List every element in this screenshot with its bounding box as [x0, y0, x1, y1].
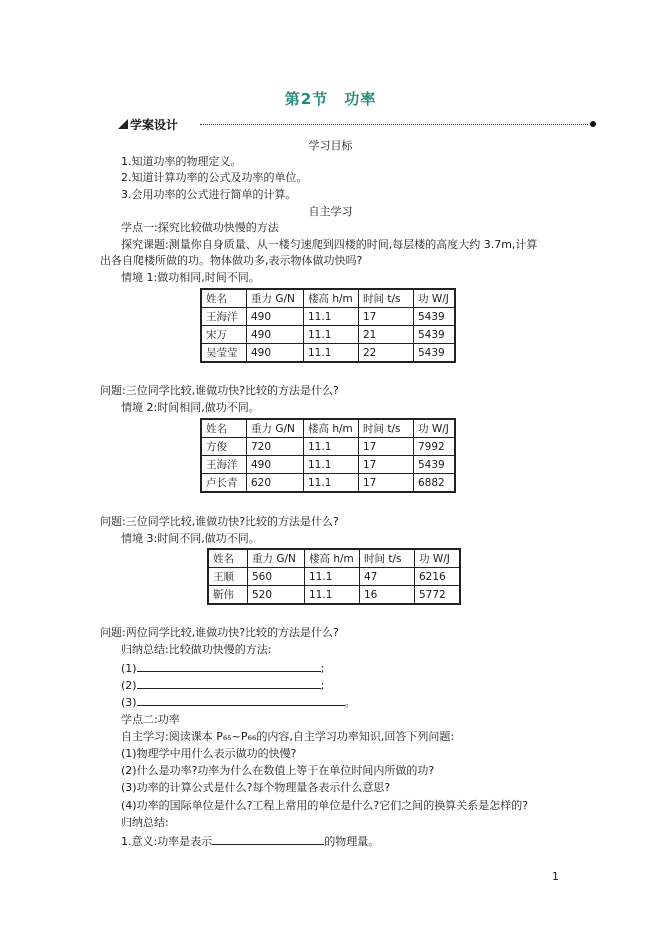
scene3-label: 情境 3:时间不同,做功不同。	[121, 532, 260, 545]
answer-blank[interactable]	[137, 694, 345, 706]
blank-line-3	[121, 694, 356, 710]
cell: 11.1	[304, 308, 359, 326]
section-banner	[118, 116, 596, 132]
point2-heading: 学点二:功率	[121, 713, 180, 726]
cell: 22	[359, 344, 414, 363]
table-header-row	[201, 289, 455, 308]
cell: 720	[247, 438, 304, 456]
cell: 方俊	[201, 438, 247, 456]
blank-end: 。	[344, 696, 356, 709]
cell: 王海洋	[201, 456, 247, 474]
cell: 5772	[415, 586, 461, 605]
self-study-instruction: 自主学习:阅读课本 P₆₅~P₆₆的内容,自主学习功率知识,回答下列问题:	[121, 730, 455, 743]
summary2-label: 归纳总结:	[121, 816, 169, 829]
meaning-line	[121, 833, 379, 849]
cell: 560	[248, 568, 305, 586]
question2: 问题:三位同学比较,谁做功快?比较的方法是什么?	[100, 515, 339, 528]
cell: 11.1	[304, 456, 359, 474]
table-scene2	[200, 418, 456, 493]
cell: 靳伟	[208, 586, 248, 605]
cell: 11.1	[304, 326, 359, 344]
summary-intro: 归纳总结:比较做功快慢的方法:	[121, 643, 272, 656]
cell: 5439	[414, 326, 456, 344]
blank-end: ;	[320, 679, 325, 692]
cell: 16	[360, 586, 415, 605]
table-row	[201, 326, 455, 344]
scene2-label: 情境 2:时间相同,做功不同。	[121, 401, 260, 414]
col-header: 功 W/J	[414, 419, 456, 438]
col-header: 楼高 h/m	[304, 419, 359, 438]
page-title: 第2节 功率	[284, 90, 377, 108]
banner-dotted-line	[200, 124, 588, 125]
cell: 17	[359, 308, 414, 326]
question3: 问题:两位同学比较,谁做功快?比较的方法是什么?	[100, 626, 339, 639]
question-item: (4)功率的国际单位是什么?工程上常用的单位是什么?它们之间的换算关系是怎样的?	[121, 799, 529, 812]
col-header: 时间 t/s	[359, 419, 414, 438]
answer-blank[interactable]	[137, 660, 321, 672]
cell: 11.1	[304, 438, 359, 456]
cell: 490	[247, 326, 304, 344]
answer-blank[interactable]	[137, 677, 321, 689]
meaning-suffix: 的物理量。	[324, 835, 380, 848]
self-study-heading: 自主学习	[308, 205, 353, 218]
col-header: 功 W/J	[415, 549, 461, 568]
banner-label: 学案设计	[130, 118, 179, 132]
table-scene3	[207, 548, 461, 605]
cell: 5439	[414, 308, 456, 326]
goal-item: 1.知道功率的物理定义。	[121, 155, 242, 168]
banner-triangle-icon	[118, 119, 128, 129]
cell: 王海洋	[201, 308, 247, 326]
blank-line-2	[121, 677, 324, 693]
col-header: 楼高 h/m	[304, 289, 359, 308]
cell: 11.1	[304, 474, 359, 493]
col-header: 楼高 h/m	[305, 549, 360, 568]
cell: 吴莹莹	[201, 344, 247, 363]
cell: 520	[248, 586, 305, 605]
cell: 620	[247, 474, 304, 493]
blank-number: (3)	[121, 696, 137, 709]
cell: 7992	[414, 438, 456, 456]
point1-heading: 学点一:探究比较做功快慢的方法	[121, 221, 279, 234]
cell: 490	[247, 456, 304, 474]
cell: 王顺	[208, 568, 248, 586]
cell: 5439	[414, 456, 456, 474]
cell: 490	[247, 344, 304, 363]
blank-end: ;	[320, 662, 325, 675]
cell: 17	[359, 456, 414, 474]
meaning-prefix: 1.意义:功率是表示	[121, 835, 213, 848]
cell: 11.1	[305, 568, 360, 586]
col-header: 姓名	[201, 419, 247, 438]
cell: 17	[359, 438, 414, 456]
col-header: 姓名	[208, 549, 248, 568]
goals-heading: 学习目标	[308, 139, 353, 152]
col-header: 重力 G/N	[247, 419, 304, 438]
col-header: 重力 G/N	[247, 289, 304, 308]
blank-number: (2)	[121, 679, 137, 692]
cell: 490	[247, 308, 304, 326]
table-row	[201, 456, 455, 474]
answer-blank[interactable]	[212, 833, 324, 845]
question-item: (3)功率的计算公式是什么?每个物理量各表示什么意思?	[121, 781, 391, 794]
cell: 宋万	[201, 326, 247, 344]
col-header: 功 W/J	[414, 289, 456, 308]
task-line: 探究课题:测量你自身质量、从一楼匀速爬到四楼的时间,每层楼的高度大约 3.7m,计算	[121, 238, 538, 251]
question-item: (2)什么是功率?功率为什么在数值上等于在单位时间内所做的功?	[121, 764, 435, 777]
col-header: 时间 t/s	[360, 549, 415, 568]
cell: 11.1	[304, 344, 359, 363]
table-row	[201, 474, 455, 493]
goal-item: 3.会用功率的公式进行简单的计算。	[121, 188, 297, 201]
cell: 6216	[415, 568, 461, 586]
table-header-row	[208, 549, 460, 568]
cell: 21	[359, 326, 414, 344]
question1: 问题:三位同学比较,谁做功快?比较的方法是什么?	[100, 384, 339, 397]
page-number: 1	[552, 870, 559, 883]
cell: 卢长青	[201, 474, 247, 493]
question-item: (1)物理学中用什么表示做功的快慢?	[121, 747, 297, 760]
table-row	[208, 568, 460, 586]
task-line: 出各自爬楼所做的功。物体做功多,表示物体做功快吗?	[100, 254, 363, 267]
blank-number: (1)	[121, 662, 137, 675]
cell: 11.1	[305, 586, 360, 605]
table-row	[201, 344, 455, 363]
table-row	[201, 308, 455, 326]
cell: 5439	[414, 344, 456, 363]
table-scene1	[200, 288, 456, 363]
table-row	[208, 586, 460, 605]
scene1-label: 情境 1:做功相同,时间不同。	[121, 271, 260, 284]
blank-line-1	[121, 660, 324, 676]
cell: 17	[359, 474, 414, 493]
goal-item: 2.知道计算功率的公式及功率的单位。	[121, 171, 308, 184]
col-header: 重力 G/N	[248, 549, 305, 568]
table-header-row	[201, 419, 455, 438]
col-header: 姓名	[201, 289, 247, 308]
cell: 47	[360, 568, 415, 586]
table-row	[201, 438, 455, 456]
col-header: 时间 t/s	[359, 289, 414, 308]
banner-end-dot-icon	[590, 121, 596, 127]
cell: 6882	[414, 474, 456, 493]
